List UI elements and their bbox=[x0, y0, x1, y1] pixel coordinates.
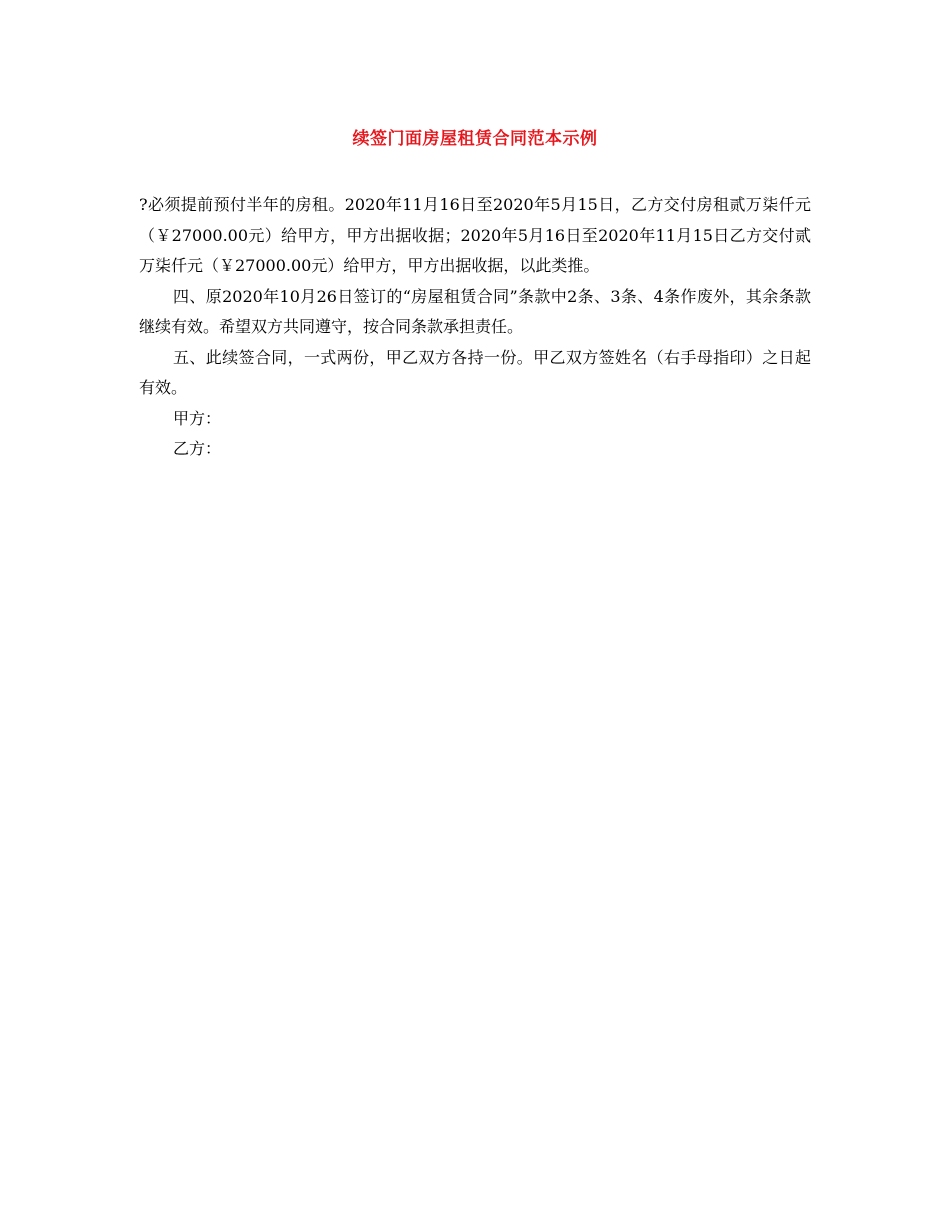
paragraph-clause-five: 五、此续签合同，一式两份，甲乙双方各持一份。甲乙双方签姓名（右手母指印）之日起有效。 bbox=[139, 347, 811, 397]
party-b-signature-label: 乙方： bbox=[173, 439, 222, 458]
paragraph-clause-four: 四、原2020年10月26日签订的“房屋租赁合同”条款中2条、3条、4条作废外，其余条款继续有效。希望双方共同遵守，按合同条款承担责任。 bbox=[139, 286, 811, 336]
paragraph-rent-payment: ?必须提前预付半年的房租。2020年11月16日至2020年5月15日，乙方交付房租贰万柒仟元（￥27000.00元）给甲方，甲方出据收据；2020年5月16日至2020年11月15日乙方交付贰万柒仟元（￥27000.00元）给甲方，甲方出据收据，以此类推。 bbox=[139, 195, 811, 275]
party-a-signature-label: 甲方： bbox=[173, 408, 222, 428]
document-title: 续签门面房屋租赁合同范本示例 bbox=[352, 129, 598, 149]
document-body bbox=[139, 190, 811, 465]
